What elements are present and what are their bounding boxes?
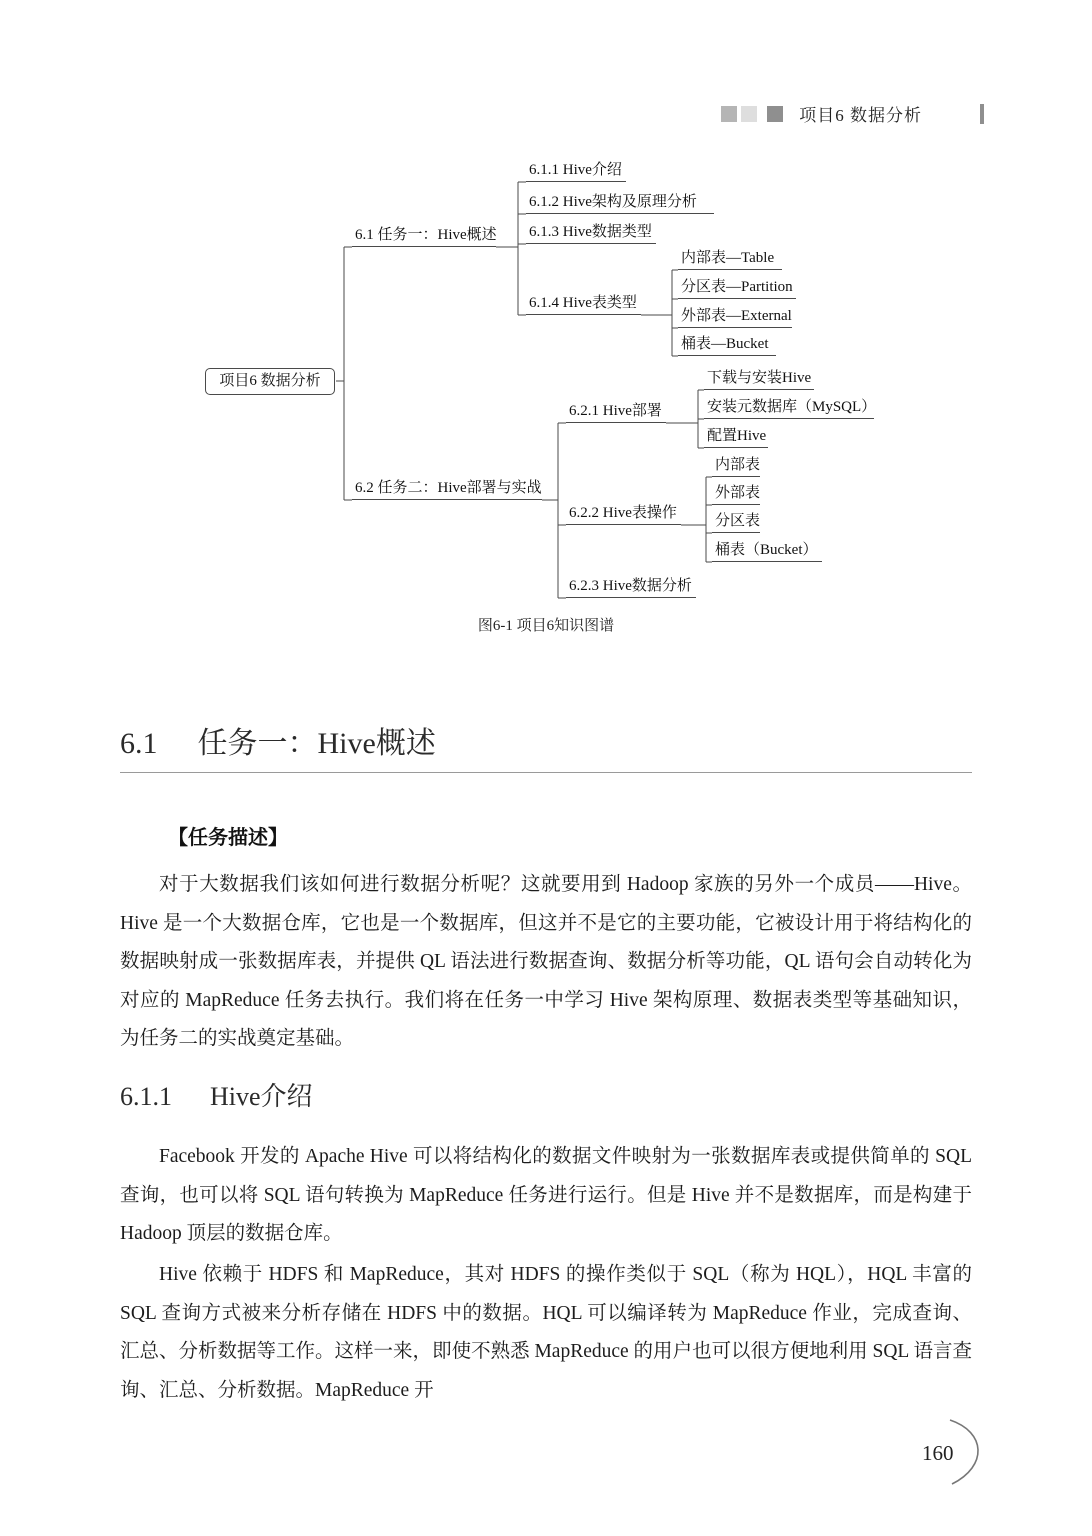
paragraph: Facebook 开发的 Apache Hive 可以将结构化的数据文件映射为一张数据库表或提供简单的 SQL 查询，也可以将 SQL 语句转换为 MapReduce 任务进行运行。但是 Hive 并不是数据库，而是构建于 Hadoop 顶层的数据仓库。 — [120, 1146, 972, 1244]
running-head — [0, 101, 1092, 123]
mindmap-node-6-1-3: 6.1.3 Hive数据类型 — [526, 222, 656, 244]
deco-vertical-bar — [980, 104, 984, 124]
mindmap-node-task1: 6.1 任务一：Hive概述 — [352, 225, 496, 247]
section-heading-line — [120, 724, 972, 764]
deco-square-icon — [767, 106, 783, 122]
subsection-title: Hive介绍 — [210, 1082, 313, 1111]
running-head-title: 项目6 数据分析 — [799, 106, 922, 125]
deco-square-icon — [721, 106, 737, 122]
deco-square-icon — [741, 106, 757, 122]
mindmap-node-table-internal: 内部表—Table — [678, 248, 782, 270]
mindmap-node-task2: 6.2 任务二：Hive部署与实战 — [352, 478, 542, 500]
paragraph: Hive 依赖于 HDFS 和 MapReduce，其对 HDFS 的操作类似于 SQL（称为 HQL），HQL 丰富的 SQL 查询方式被来分析存储在 HDFS 中的数据。HQL 可以编译转为 MapReduce 作业，完成查询、汇总、分析数据等工作。这样一来，即使不熟悉 MapReduce 的用户也可以很方便地利用 SQL 语言查询、汇总、分析数据。MapReduce 开 — [120, 1264, 972, 1401]
page-number: 160 — [922, 1441, 954, 1465]
figure-caption: 图6-1 项目6知识图谱 — [477, 618, 615, 634]
mindmap-node-deploy-download: 下载与安装Hive — [704, 368, 814, 390]
running-head-inner — [721, 101, 984, 126]
subsection-heading — [120, 1080, 313, 1114]
mindmap-node-op-partition: 分区表 — [712, 511, 760, 533]
mindmap-node-table-partition: 分区表—Partition — [678, 277, 796, 299]
mindmap-node-table-external: 外部表—External — [678, 306, 792, 328]
mindmap-node-table-bucket: 桶表—Bucket — [678, 334, 776, 356]
section-number: 6.1 — [120, 727, 158, 760]
section-heading — [120, 724, 972, 773]
section-rule — [120, 772, 972, 773]
mindmap-node-6-2-1: 6.2.1 Hive部署 — [566, 401, 666, 423]
mindmap-node-op-external: 外部表 — [712, 483, 760, 505]
mindmap-node-6-2-3: 6.2.3 Hive数据分析 — [566, 576, 696, 598]
mindmap-node-op-bucket: 桶表（Bucket） — [712, 540, 822, 562]
mindmap-node-6-1-2: 6.1.2 Hive架构及原理分析 — [526, 192, 714, 214]
section-title: 任务一：Hive概述 — [197, 727, 436, 760]
mindmap-node-root: 项目6 数据分析 — [205, 368, 335, 395]
paragraph: 对于大数据我们该如何进行数据分析呢？这就要用到 Hadoop 家族的另外一个成员——Hive。Hive 是一个大数据仓库，它也是一个数据库，但这并不是它的主要功能，它被设计用于将结构化的数据映射成一张数据库表，并提供 QL 语法进行数据查询、数据分析等功能，QL 语句会自动转化为对应的 MapReduce 任务去执行。我们将在任务一中学习 Hive 架构原理、数据表类型等基础知识，为任务二的实战奠定基础。 — [120, 874, 972, 1049]
mindmap-node-deploy-config: 配置Hive — [704, 426, 768, 448]
subsection-number: 6.1.1 — [120, 1082, 172, 1111]
mindmap-node-6-1-4: 6.1.4 Hive表类型 — [526, 293, 641, 315]
mindmap-connectors — [0, 0, 1092, 660]
mindmap-node-6-2-2: 6.2.2 Hive表操作 — [566, 503, 681, 525]
mindmap-node-6-1-1: 6.1.1 Hive介绍 — [526, 160, 626, 182]
mindmap-node-op-internal: 内部表 — [712, 455, 760, 477]
task-description-label: 【任务描述】 — [168, 827, 288, 849]
mindmap-node-deploy-mysql: 安装元数据库（MySQL） — [704, 397, 874, 419]
